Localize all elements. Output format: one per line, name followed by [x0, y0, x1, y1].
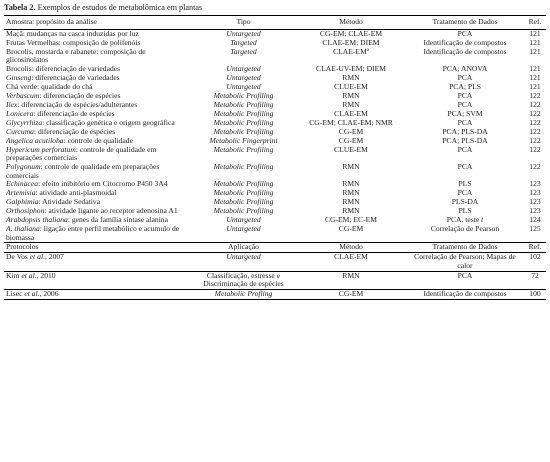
data-treatment-text: Identificação de compostos	[423, 37, 507, 47]
type-text: Metabolic Profiling	[213, 161, 274, 171]
data-treatment-text: PCA; SVM	[447, 108, 483, 118]
ref-header: Ref.	[524, 243, 546, 253]
type-text: Metabolic Profiling	[213, 99, 274, 109]
sample-species: Galphimia	[6, 197, 39, 207]
protocol-etal: et al.	[21, 270, 37, 280]
cell-protocol	[4, 271, 191, 289]
data-treatment-text: PLS	[458, 179, 472, 189]
cell-type	[191, 146, 296, 163]
cell-ref: 122	[529, 144, 541, 154]
cell-method: RMN	[342, 197, 360, 207]
cell-method: CLAE-UV-EM; DIEM	[316, 63, 386, 73]
data-treatment-text: PCA; PLS	[449, 81, 481, 91]
protocol-year: , 2010	[36, 270, 56, 280]
type-text: Metabolic Profiling	[213, 179, 274, 189]
cell-method: CG-EM	[338, 224, 364, 234]
application-header: Aplicação	[191, 243, 296, 253]
cell-ref: 122	[529, 108, 541, 118]
cell-method: RMN	[296, 271, 406, 289]
type-text: Untargeted	[226, 81, 261, 91]
sample-purpose: : atividade ligante ao receptor adenosina A1	[44, 206, 178, 216]
cell-ref: 124	[529, 215, 541, 225]
table-header	[4, 16, 546, 30]
cell-method: CLAE-EM	[334, 108, 368, 118]
cell-ref: 121	[529, 81, 541, 91]
cell-ref: 121	[529, 46, 541, 56]
protocol-year: , 2007	[44, 252, 64, 262]
cell-method: RMN	[342, 72, 360, 82]
application-text: Untargeted	[226, 252, 261, 262]
type-text: Untargeted	[226, 215, 261, 225]
cell-sample	[4, 146, 191, 163]
cell-method: CLUE-EM	[334, 144, 368, 154]
sample-species: Hypericum perforatum	[6, 144, 76, 154]
application-text: Metabolic Profling	[214, 288, 273, 298]
sample-purpose: : ligação entre perfil metabólico e acumulo de biomassa	[6, 224, 180, 242]
cell-protocol	[4, 253, 191, 271]
data-treatment-text: PCA	[457, 188, 473, 198]
cell-method: RMN	[342, 206, 360, 216]
sample-species: Lonicera	[6, 108, 34, 118]
header-method: Método	[296, 16, 406, 30]
type-text: Metabolic Profiling	[213, 90, 274, 100]
cell-application	[191, 253, 296, 271]
cell-type	[191, 163, 296, 180]
cell-method: CG-EM	[338, 135, 364, 145]
type-text: Untargeted	[226, 224, 261, 234]
data-treatment-text: PCA; PLS-DA	[442, 126, 488, 136]
type-text: Metabolic Profiling	[213, 108, 274, 118]
type-text: Targeted	[230, 37, 257, 47]
sample-purpose: : diferenciação de espécies	[39, 90, 121, 100]
type-text: Targeted	[230, 46, 257, 56]
cell-ref: 102	[524, 253, 546, 271]
cell-ref: 121	[529, 28, 541, 38]
data-treatment-text: PLS-DA	[451, 197, 479, 207]
metabolomics-table	[4, 15, 546, 300]
sample-species: Arabdopsis thaliana	[6, 215, 68, 225]
cell-ref: 122	[529, 99, 541, 109]
protocol-row	[4, 271, 546, 289]
sample-species: Orthosiphon	[6, 206, 45, 216]
cell-ref: 123	[529, 197, 541, 207]
sample-purpose: : controle de qualidade	[63, 135, 133, 145]
protocols-header: Protocolos	[4, 243, 191, 253]
type-text: Metabolic Profiling	[213, 206, 274, 216]
sample-purpose: : controle de qualidade em preparações comerciais	[6, 161, 160, 180]
cell-method: RMN	[342, 99, 360, 109]
cell-application	[191, 289, 296, 299]
sample-species: Artemisia	[6, 188, 36, 198]
protocol-year: , 2006	[39, 288, 59, 298]
sample-purpose: : classificação genética e origem geográfica	[42, 117, 175, 127]
caption-text: Exemplos de estudos de metabolômica em plantas	[37, 3, 203, 12]
application-text: Classificação, estresse e Discriminação de espécies	[203, 270, 284, 289]
cell-method: CG-EM; CLAE-EM; NMR	[309, 117, 393, 127]
cell-ref: 125	[529, 224, 541, 234]
data-treatment-text: PCA	[457, 144, 473, 154]
sample-purpose: Brocolis, mostarda e rabanete: composição de glicosinolatos	[6, 46, 146, 65]
cell-method: RMN	[342, 90, 360, 100]
cell-method: CG-EM	[296, 289, 406, 299]
cell-method: CLAE-EM	[296, 253, 406, 271]
sample-purpose: : diferenciação de variedades	[31, 72, 120, 82]
type-text: Metabolic Profiling	[213, 188, 274, 198]
sample-purpose: Frutas Vermelhas: composição de polifenóis	[6, 37, 141, 47]
cell-method: RMN	[342, 188, 360, 198]
sample-species: Verbascum	[6, 90, 40, 100]
cell-ref: 72	[524, 271, 546, 289]
data-treatment-text: PCA	[457, 28, 473, 38]
sample-purpose: Maçã: mudanças na casca induzidas por luz	[6, 28, 139, 38]
cell-method: RMN	[342, 161, 360, 171]
data-treatment-text: PCA, teste	[446, 215, 482, 225]
data-treatment-header: Tratamento de Dados	[406, 243, 524, 253]
cell-ref: 121	[529, 63, 541, 73]
data-treatment-text: PCA	[457, 161, 473, 171]
sample-purpose: : diferenciação de espécies/adulterantes	[17, 99, 138, 109]
cell-data-treatment: Correlação de Pearson; Mapas de calor	[406, 253, 524, 271]
cell-data-treatment	[406, 163, 524, 180]
sample-species: A. thaliana	[6, 224, 40, 234]
cell-data-treatment	[406, 48, 524, 65]
sample-species: Curcuma	[6, 126, 34, 136]
data-treatment-text: PCA; PLS-DA	[442, 135, 488, 145]
cell-ref: 122	[529, 117, 541, 127]
type-text: Metabolic Profiling	[213, 117, 274, 127]
cell-sample	[4, 225, 191, 243]
protocol-author: Lisec	[6, 288, 25, 298]
table-row	[4, 48, 546, 65]
cell-ref: 100	[524, 289, 546, 299]
data-treatment-text: PCA	[457, 117, 473, 127]
type-text: Untargeted	[226, 63, 261, 73]
cell-method: CG-EM; EC-EM	[324, 215, 378, 225]
protocols-header-row	[4, 243, 546, 253]
protocol-author: Kim	[6, 270, 22, 280]
protocol-etal: et al.	[29, 252, 45, 262]
data-treatment-text: PCA	[457, 72, 473, 82]
sample-purpose: : diferenciação de espécies	[33, 126, 116, 136]
sample-species: Ginseng	[6, 72, 32, 82]
sample-purpose: : genes da família sintase alanina	[67, 215, 168, 225]
cell-ref: 122	[529, 135, 541, 145]
type-text: Metabolic Profiling	[213, 197, 274, 207]
data-treatment-text: PCA	[457, 90, 473, 100]
cell-method: CLAE-EM; DIEM	[322, 37, 380, 47]
table-row	[4, 146, 546, 163]
sample-purpose: : Atividade Sedativa	[38, 197, 101, 207]
protocol-row	[4, 253, 546, 271]
type-text: Untargeted	[226, 28, 261, 38]
cell-type	[191, 48, 296, 65]
header-data-treatment: Tratamento de Dados	[406, 16, 524, 30]
cell-ref: 123	[529, 179, 541, 189]
data-treatment-text: PCA; ANOVA	[442, 63, 488, 73]
type-text: Untargeted	[226, 72, 261, 82]
cell-sample	[4, 48, 191, 65]
table-caption	[4, 3, 546, 13]
cell-ref: 121	[529, 37, 541, 47]
header-sample: Amostra: propósito da análise	[4, 16, 191, 30]
cell-method: CG-EM	[338, 126, 364, 136]
method-header: Método	[296, 243, 406, 253]
protocol-etal: et al.	[24, 288, 40, 298]
data-treatment-text: PLS	[458, 206, 472, 216]
protocol-row	[4, 289, 546, 299]
cell-ref: 123	[529, 188, 541, 198]
type-text: Metabolic Profiling	[213, 126, 274, 136]
sample-species: Echinacea	[6, 179, 39, 189]
cell-application	[191, 271, 296, 289]
cell-method: RMN	[342, 179, 360, 189]
data-treatment-text: PCA	[457, 99, 473, 109]
cell-protocol	[4, 289, 191, 299]
cell-method: CG-EM; CLAE-EM	[319, 28, 383, 38]
sample-purpose: : controle de qualidade em preparações comerciais	[6, 144, 157, 163]
type-text: Metabolic Profiling	[213, 144, 274, 154]
sample-species: Glycyrrhiza	[6, 117, 43, 127]
cell-type	[191, 225, 296, 243]
cell-sample	[4, 163, 191, 180]
cell-ref: 122	[529, 161, 541, 171]
cell-ref: 123	[529, 206, 541, 216]
sample-purpose: Chá verde: qualidade do chá	[6, 81, 93, 91]
cell-method: CLAE-EMª	[333, 46, 369, 56]
type-text: Metabolic Fingerprint	[209, 135, 278, 145]
data-treatment-text: Correlação de Pearson	[430, 224, 500, 234]
cell-data-treatment: Identificação de compostos	[406, 289, 524, 299]
sample-purpose: Brocolis: diferenciação de variedades	[6, 63, 121, 73]
sample-purpose: : efeito inibitório em Citocromo P450 3A4	[38, 179, 168, 189]
data-treatment-text: Identificação de compostos	[423, 46, 507, 56]
table-row	[4, 225, 546, 243]
cell-ref: 122	[529, 126, 541, 136]
table-row	[4, 163, 546, 180]
sample-purpose: : atividade anti-plasmoidal	[35, 188, 117, 198]
cell-ref: 121	[529, 72, 541, 82]
sample-species: Polygonum	[6, 161, 41, 171]
cell-ref: 122	[529, 90, 541, 100]
caption-label: Tabela 2.	[4, 3, 36, 12]
cell-method: CLUE-EM	[334, 81, 368, 91]
sample-species: Ilex	[6, 99, 18, 109]
cell-data-treatment	[406, 146, 524, 163]
protocol-author: De Vos	[6, 252, 30, 262]
cell-data-treatment: PCA	[406, 271, 524, 289]
table-body	[4, 29, 546, 299]
sample-purpose: : diferenciação de espécies	[33, 108, 115, 118]
sample-species: Angelica acutiloba	[6, 135, 64, 145]
data-treatment-italic: t	[481, 215, 484, 225]
cell-data-treatment	[406, 225, 524, 243]
header-ref: Ref.	[524, 16, 546, 30]
header-type: Tipo	[191, 16, 296, 30]
